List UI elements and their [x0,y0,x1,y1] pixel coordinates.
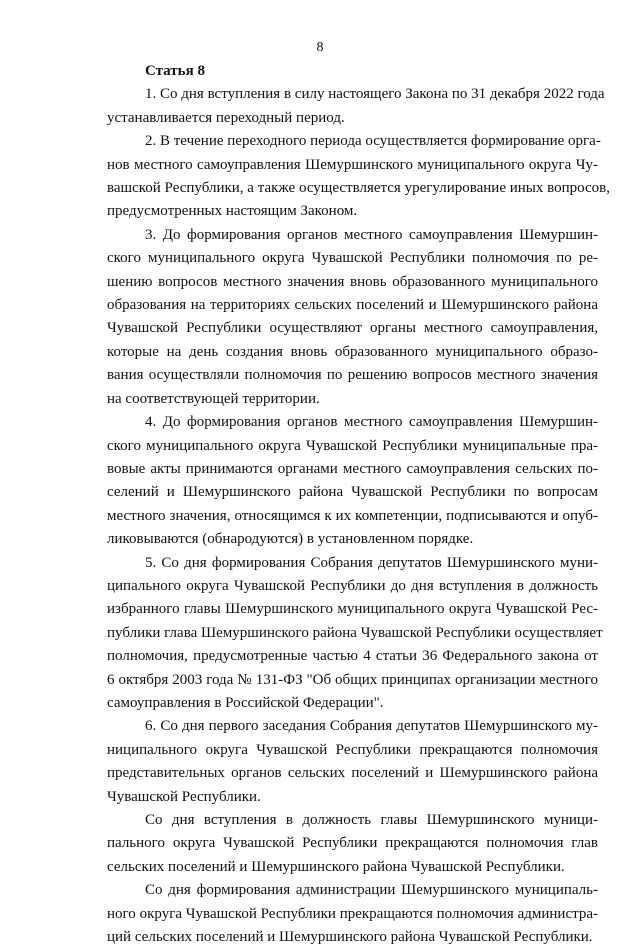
paragraph-7 [107,809,598,879]
paragraph-line: устанавливается переходный период. [107,109,345,126]
paragraph-line: ниципального округа Чувашской Республики прекращаются полномочия [107,741,598,758]
paragraph-line: самоуправления в Российской Федерации". [107,694,384,711]
paragraph-line: вания осуществляли полномочия по решению вопросов местного значения [107,367,598,384]
paragraph-6 [107,715,598,809]
paragraph-line: сельских поселений и Шемуршинского района Чувашской Республики. [107,858,565,875]
paragraph-line: нов местного самоуправления Шемуршинского муниципального округа Чу- [107,156,598,173]
paragraph-line: селений и Шемуршинского района Чувашской Республики по вопросам [107,484,598,501]
paragraph-line: Со дня формирования администрации Шемуршинского муниципаль- [145,882,598,899]
paragraph-line: ного округа Чувашской Республики прекращаются полномочия администра- [107,905,598,922]
paragraph-line: 5. Со дня формирования Собрания депутатов Шемуршинского муни- [145,554,598,571]
paragraph-line: 6. Со дня первого заседания Собрания депутатов Шемуршинского му- [145,718,598,735]
paragraph-8 [107,879,598,949]
paragraph-line: 2. В течение переходного периода осуществляется формирование орга- [145,133,601,150]
paragraph-line: 3. До формирования органов местного самоуправления Шемуршин- [145,226,598,243]
paragraph-line: которые на день создания вновь образованного муниципального образо- [107,343,598,360]
paragraph-line: 1. Со дня вступления в силу настоящего Закона по 31 декабря 2022 года [145,86,605,103]
paragraph-line: полномочия, предусмотренные частью 4 статьи 36 Федерального закона от [107,648,598,665]
paragraph-line: шению вопросов местного значения вновь образованного муниципального [107,273,598,290]
paragraph-1 [107,83,605,130]
page-number: 8 [316,40,324,55]
paragraph-line: ций сельских поселений и Шемуршинского района Чувашской Республики. [107,929,593,946]
paragraph-line: ского муниципального округа Чувашской Республики муниципальные пра- [107,437,598,454]
article-title: Статья 8 [145,63,205,79]
paragraph-4 [107,411,598,551]
paragraph-line: ликовываются (обнародуются) в установленном порядке. [107,531,474,548]
paragraph-line: предусмотренных настоящим Законом. [107,203,358,220]
paragraph-5 [107,552,603,716]
paragraph-line: публики глава Шемуршинского района Чувашской Республики осуществляет [107,624,603,641]
paragraph-line: ципального округа Чувашской Республики до дня вступления в должность [107,577,598,594]
paragraph-line: образования на территориях сельских поселений и Шемуршинского района [107,297,598,314]
paragraph-line: избранного главы Шемуршинского муниципального округа Чувашской Рес- [107,601,598,618]
paragraph-line: вашской Республики, а также осуществляется урегулирование иных вопросов, [107,180,610,197]
article-paragraphs [107,83,610,949]
paragraph-line: местного значения, относящимся к их компетенции, подписываются и опуб- [107,507,598,524]
paragraph-line: 6 октября 2003 года № 131-ФЗ "Об общих принципах организации местного [107,671,598,688]
paragraph-line: на соответствующей территории. [107,390,320,407]
paragraph-line: 4. До формирования органов местного самоуправления Шемуршин- [145,414,598,431]
paragraph-line: Чувашской Республики. [107,788,261,805]
document-body [107,60,610,949]
paragraph-2 [107,130,610,224]
paragraph-line: Чувашской Республики осуществляют органы местного самоуправления, [107,320,598,337]
paragraph-line: представительных органов сельских поселений и Шемуршинского района [107,765,598,782]
paragraph-3 [107,224,598,411]
paragraph-line: вовые акты принимаются органами местного самоуправления сельских по- [107,460,598,477]
paragraph-line: Со дня вступления в должность главы Шемуршинского муници- [145,812,598,828]
paragraph-line: ского муниципального округа Чувашской Республики полномочия по ре- [107,250,598,267]
paragraph-line: пального округа Чувашской Республики прекращаются полномочия глав [107,835,598,852]
